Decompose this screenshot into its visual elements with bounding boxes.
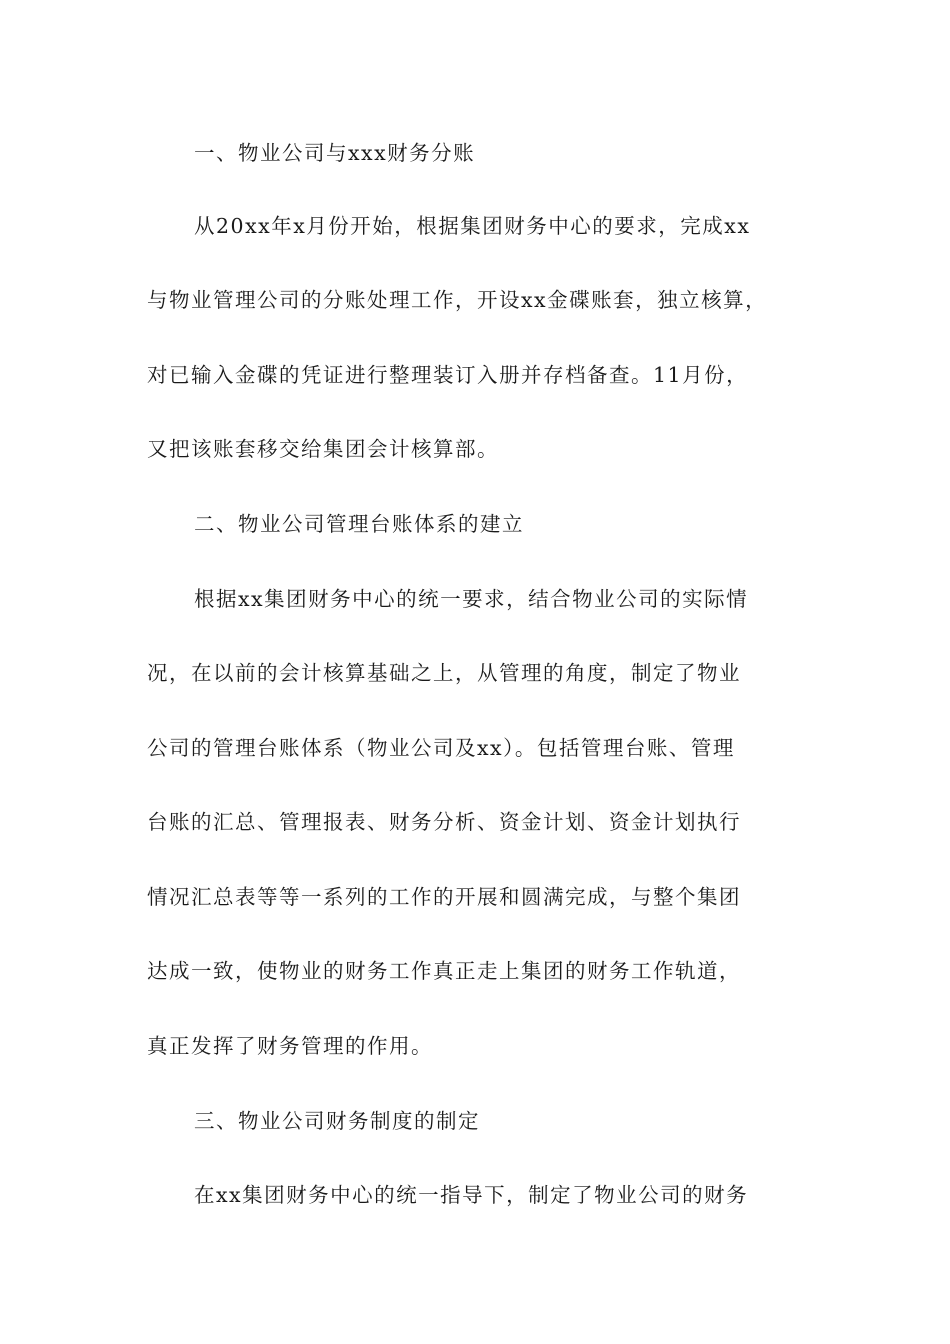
paragraph-1-line-3: 对已输入金碟的凭证进行整理装订入册并存档备查。11月份， <box>147 363 749 387</box>
paragraph-1-line-2: 与物业管理公司的分账处理工作，开设xx金碟账套，独立核算， <box>147 288 768 312</box>
section-heading-3: 三、物业公司财务制度的制定 <box>194 1109 480 1133</box>
paragraph-2-line-4: 台账的汇总、管理报表、财务分析、资金计划、资金计划执行 <box>147 810 741 834</box>
paragraph-2-line-5: 情况汇总表等等一系列的工作的开展和圆满完成，与整个集团 <box>147 885 741 909</box>
paragraph-2-line-1: 根据xx集团财务中心的统一要求，结合物业公司的实际情 <box>194 587 749 611</box>
paragraph-2-line-7: 真正发挥了财务管理的作用。 <box>147 1034 433 1058</box>
paragraph-3-line-1: 在xx集团财务中心的统一指导下，制定了物业公司的财务 <box>194 1183 749 1207</box>
paragraph-1-line-1: 从20xx年x月份开始，根据集团财务中心的要求，完成xx <box>194 214 751 238</box>
paragraph-2-line-3: 公司的管理台账体系（物业公司及xx）。包括管理台账、管理 <box>147 736 735 760</box>
paragraph-1-line-4: 又把该账套移交给集团会计核算部。 <box>147 437 499 461</box>
paragraph-2-line-2: 况，在以前的会计核算基础之上，从管理的角度，制定了物业 <box>147 661 741 685</box>
section-heading-2: 二、物业公司管理台账体系的建立 <box>194 512 524 536</box>
section-heading-1: 一、物业公司与xxx财务分账 <box>194 141 476 165</box>
paragraph-2-line-6: 达成一致，使物业的财务工作真正走上集团的财务工作轨道， <box>147 959 741 983</box>
